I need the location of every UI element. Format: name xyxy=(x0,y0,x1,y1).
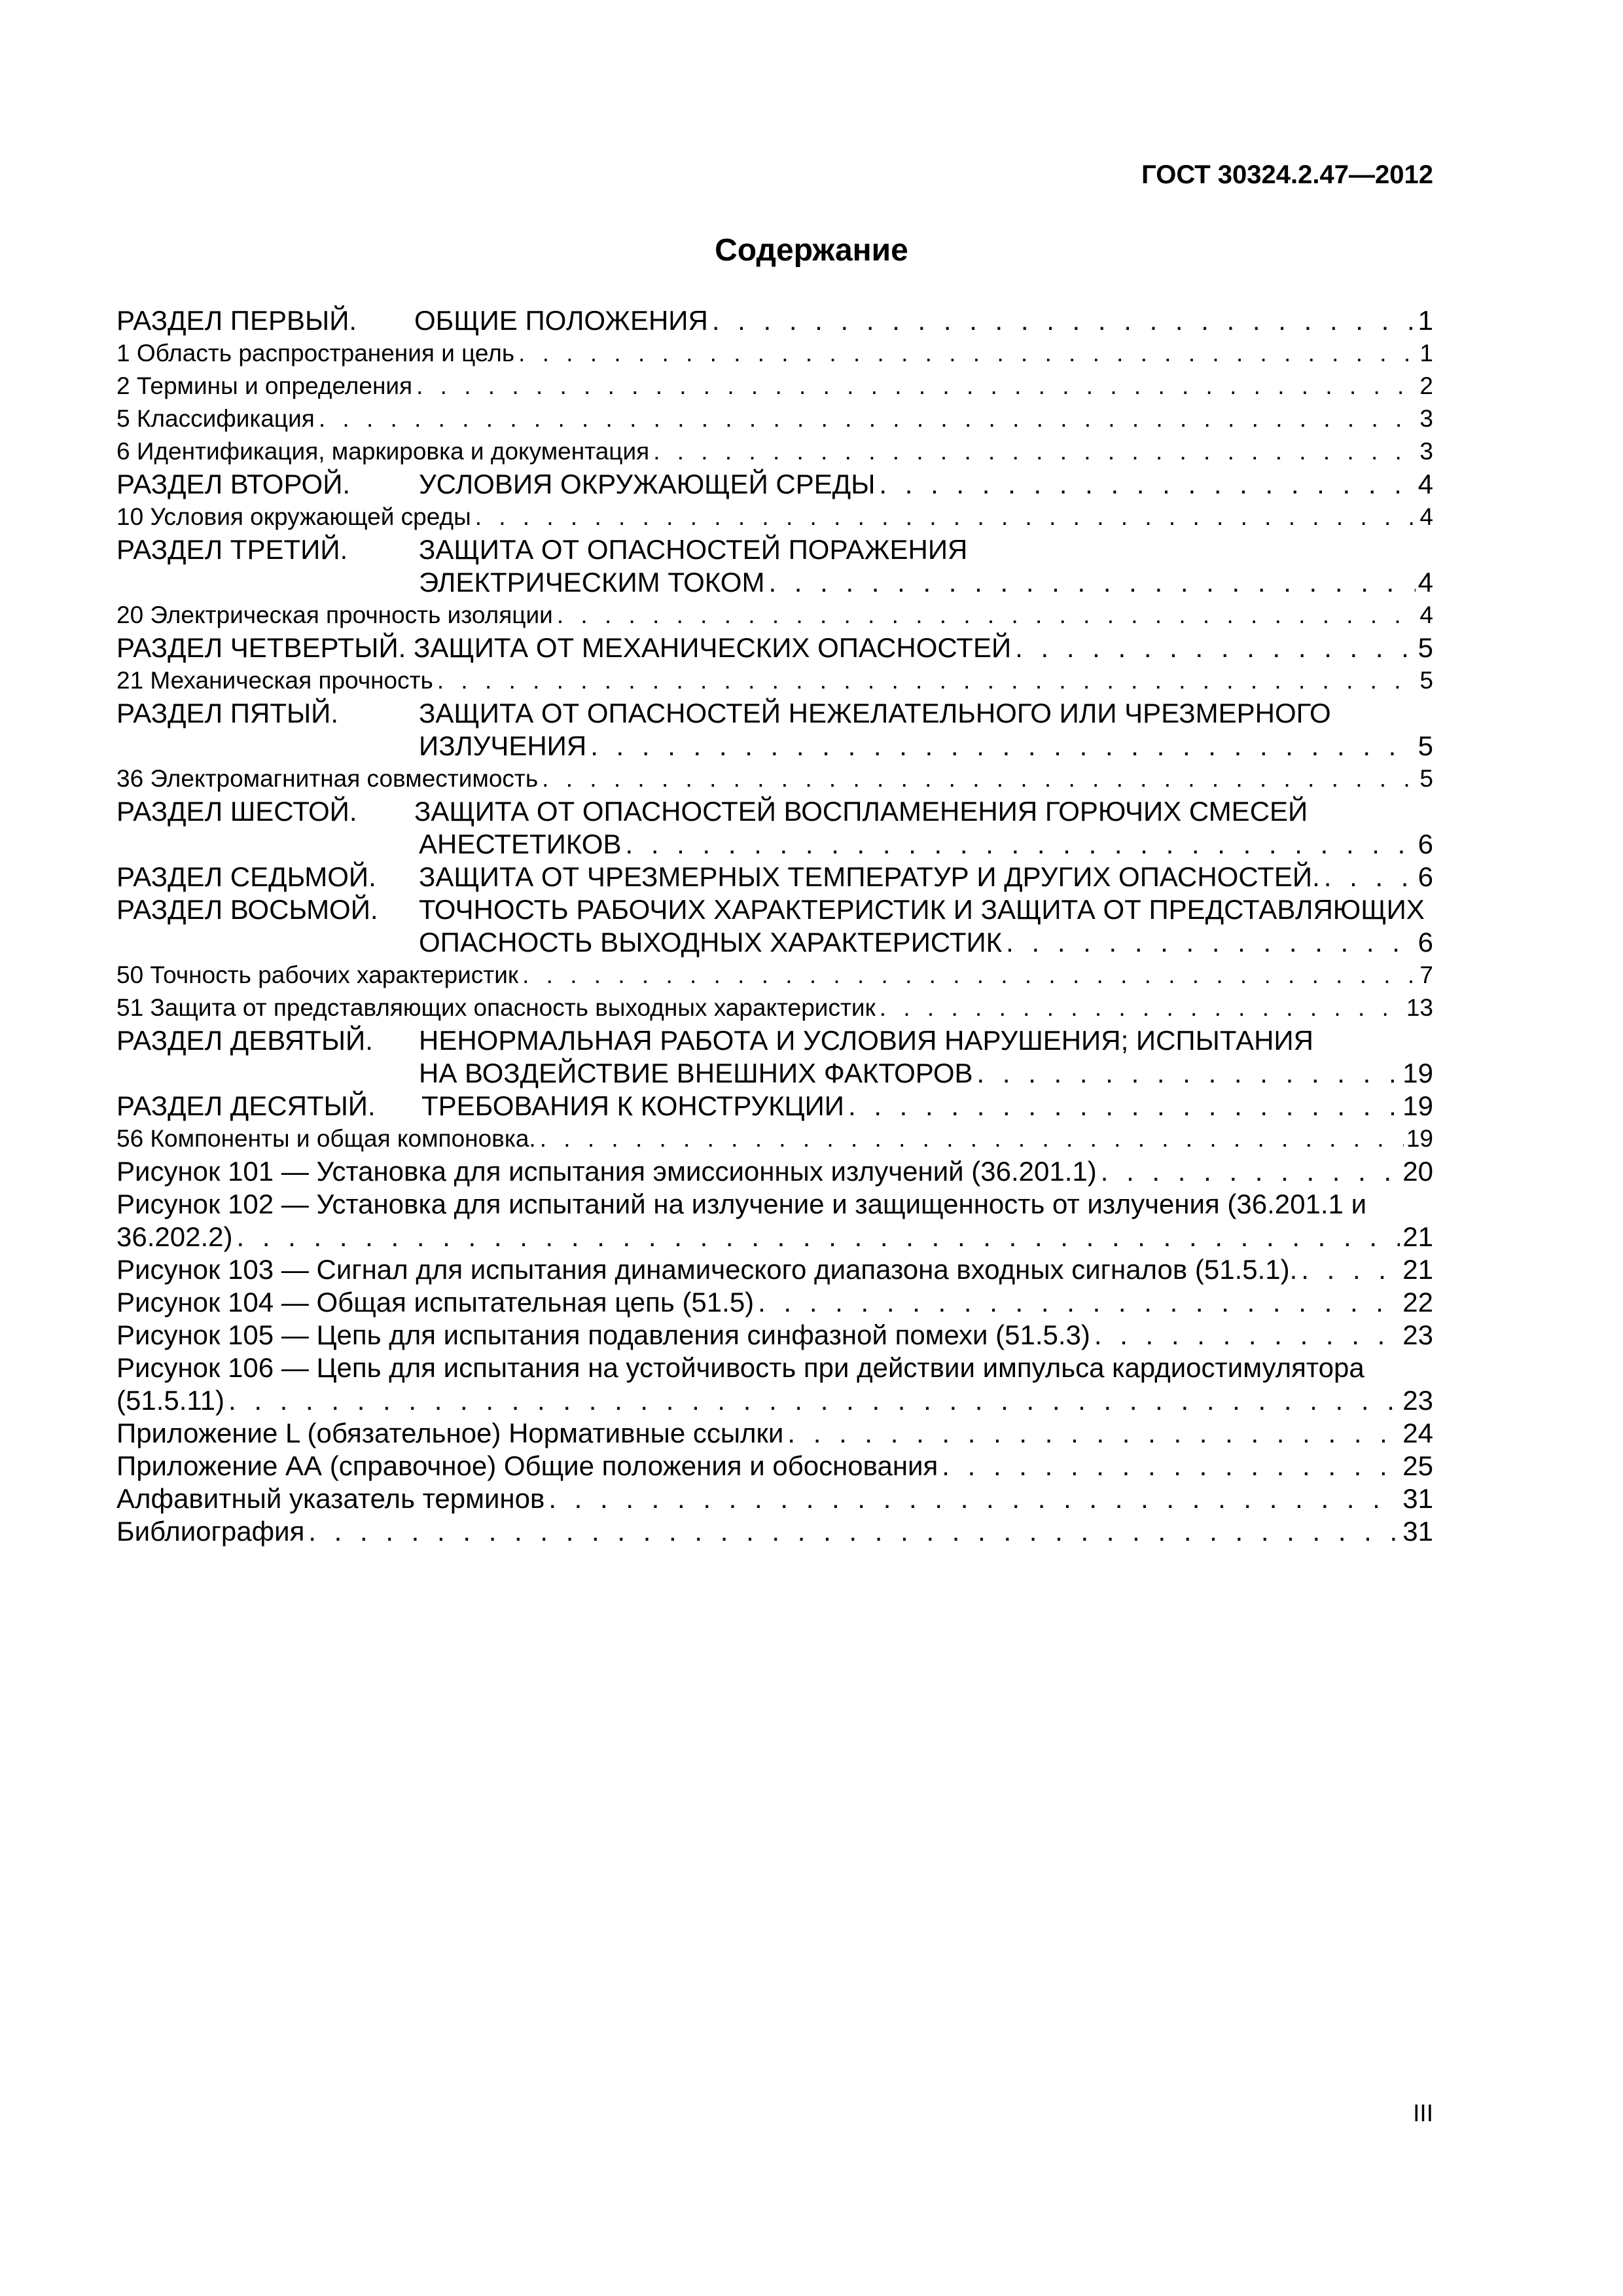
toc-entry[interactable] xyxy=(116,1253,1433,1286)
dot-leader xyxy=(236,1221,1400,1253)
toc-entry-text: 36.202.2) xyxy=(116,1221,233,1252)
dot-leader xyxy=(540,1122,1404,1155)
dot-leader xyxy=(1006,926,1416,959)
section-label: РАЗДЕЛ ДЕВЯТЫЙ. xyxy=(116,1025,373,1056)
toc-entry-text: Алфавитный указатель терминов xyxy=(116,1483,545,1514)
toc-page-number: 22 xyxy=(1402,1287,1433,1318)
toc-entry-text: РАЗДЕЛ ЧЕТВЕРТЫЙ. ЗАЩИТА ОТ МЕХАНИЧЕСКИХ ОПАСНОСТЕЙ xyxy=(116,632,1012,663)
toc-entry[interactable] xyxy=(116,1155,1433,1188)
dot-leader xyxy=(228,1384,1400,1417)
toc-page-number: 1 xyxy=(1418,305,1433,336)
toc-entry-text: 56 Компоненты и общая компоновка. xyxy=(116,1125,536,1152)
dot-leader xyxy=(475,501,1418,533)
dot-leader xyxy=(758,1286,1400,1319)
toc-page-number: 19 xyxy=(1406,1125,1433,1152)
toc-entry-continuation[interactable] xyxy=(116,926,1433,959)
toc-entry[interactable] xyxy=(116,501,1433,533)
toc-entry[interactable] xyxy=(116,1515,1433,1548)
dot-leader xyxy=(557,599,1418,632)
dot-leader xyxy=(942,1450,1400,1482)
toc-page-number: 24 xyxy=(1402,1418,1433,1448)
section-label: РАЗДЕЛ ПЕРВЫЙ. xyxy=(116,305,357,336)
toc-entry[interactable] xyxy=(116,697,1433,730)
toc-entry-text: 36 Электромагнитная совместимость xyxy=(116,765,539,792)
toc-entry[interactable] xyxy=(116,370,1433,403)
toc-page-number: 19 xyxy=(1402,1058,1433,1088)
toc-entry-text: УСЛОВИЯ ОКРУЖАЮЩЕЙ СРЕДЫ xyxy=(419,469,876,499)
toc-entry-text: НА ВОЗДЕЙСТВИЕ ВНЕШНИХ ФАКТОРОВ xyxy=(419,1058,973,1088)
toc-page-number: 1 xyxy=(1419,340,1433,367)
toc-entry-text: ТОЧНОСТЬ РАБОЧИХ ХАРАКТЕРИСТИК И ЗАЩИТА ОТ ПРЕДСТАВЛЯЮЩИХ xyxy=(419,894,1425,925)
toc-page-number: 4 xyxy=(1418,567,1433,598)
toc-entry-text: (51.5.11) xyxy=(116,1385,224,1416)
toc-entry-text: ИЗЛУЧЕНИЯ xyxy=(419,730,587,761)
dot-leader xyxy=(319,403,1418,435)
toc-entry-continuation[interactable] xyxy=(116,828,1433,861)
toc-entry-continuation[interactable] xyxy=(116,1221,1433,1253)
toc-page-number: 23 xyxy=(1402,1385,1433,1416)
toc-entry-text: 6 Идентификация, маркировка и документация xyxy=(116,438,650,465)
toc-entry[interactable] xyxy=(116,861,1433,893)
toc-page-number: 4 xyxy=(1419,503,1433,530)
toc-page-number: 4 xyxy=(1418,469,1433,499)
toc-entry[interactable] xyxy=(116,533,1433,566)
toc-entry-text: Приложение АА (справочное) Общие положения и обоснования xyxy=(116,1450,938,1481)
dot-leader xyxy=(416,370,1417,403)
toc-entry-text: ОПАСНОСТЬ ВЫХОДНЫХ ХАРАКТЕРИСТИК xyxy=(419,927,1003,958)
toc-entry-text: 2 Термины и определения xyxy=(116,372,413,399)
toc-entry-text: Рисунок 103 — Сигнал для испытания динамического диапазона входных сигналов (51.5.1). xyxy=(116,1254,1298,1285)
section-label: РАЗДЕЛ ШЕСТОЙ. xyxy=(116,796,357,827)
toc-entry-text: ЭЛЕКТРИЧЕСКИМ ТОКОМ xyxy=(419,567,765,598)
toc-page-number: 31 xyxy=(1402,1483,1433,1514)
toc-entry[interactable] xyxy=(116,762,1433,795)
toc-entry[interactable] xyxy=(116,1319,1433,1352)
dot-leader xyxy=(848,1090,1400,1122)
dot-leader xyxy=(880,992,1404,1024)
dot-leader xyxy=(625,828,1415,861)
toc-entry-text: 20 Электрическая прочность изоляции xyxy=(116,601,553,628)
section-label: РАЗДЕЛ СЕДЬМОЙ. xyxy=(116,861,376,892)
toc-entry[interactable] xyxy=(116,1482,1433,1515)
toc-entry[interactable] xyxy=(116,1352,1433,1384)
dot-leader xyxy=(768,566,1415,599)
toc-page-number: 5 xyxy=(1419,765,1433,792)
toc-entry-continuation[interactable] xyxy=(116,566,1433,599)
toc-page-number: 13 xyxy=(1406,994,1433,1021)
toc-entry-continuation[interactable] xyxy=(116,730,1433,762)
toc-entry-text: ЗАЩИТА ОТ ОПАСНОСТЕЙ ВОСПЛАМЕНЕНИЯ ГОРЮЧИХ СМЕСЕЙ xyxy=(414,796,1308,827)
toc-page-number: 7 xyxy=(1419,961,1433,988)
toc-entry[interactable] xyxy=(116,1286,1433,1319)
toc-entry[interactable] xyxy=(116,664,1433,697)
dot-leader xyxy=(437,664,1418,697)
dot-leader xyxy=(1015,632,1415,664)
toc-entry[interactable] xyxy=(116,337,1433,370)
table-of-contents xyxy=(116,304,1433,1548)
toc-page-number: 19 xyxy=(1402,1090,1433,1121)
toc-entry[interactable] xyxy=(116,304,1433,337)
toc-entry-text: АНЕСТЕТИКОВ xyxy=(419,829,622,859)
document-code: ГОСТ 30324.2.47—2012 xyxy=(1141,160,1433,189)
section-label: РАЗДЕЛ ТРЕТИЙ. xyxy=(116,534,348,565)
toc-entry[interactable] xyxy=(116,599,1433,632)
toc-entry-text: 10 Условия окружающей среды xyxy=(116,503,471,530)
toc-entry[interactable] xyxy=(116,795,1433,828)
dot-leader xyxy=(590,730,1415,762)
toc-page-number: 6 xyxy=(1418,927,1433,958)
toc-entry[interactable] xyxy=(116,632,1433,664)
toc-entry-text: 51 Защита от представляющих опасность выходных характеристик xyxy=(116,994,876,1021)
toc-page-number: 2 xyxy=(1419,372,1433,399)
toc-page-number: 25 xyxy=(1402,1450,1433,1481)
toc-entry[interactable] xyxy=(116,1090,1433,1122)
toc-entry-text: Рисунок 101 — Установка для испытания эмиссионных излучений (36.201.1) xyxy=(116,1156,1097,1187)
dot-leader xyxy=(1101,1155,1400,1188)
toc-entry-text: Библиография xyxy=(116,1516,305,1547)
dot-leader xyxy=(542,762,1417,795)
toc-entry-text: Рисунок 102 — Установка для испытаний на излучение и защищенность от излучения (36.201.1 и xyxy=(116,1189,1367,1219)
toc-entry[interactable] xyxy=(116,1417,1433,1450)
toc-entry-text: ЗАЩИТА ОТ ОПАСНОСТЕЙ НЕЖЕЛАТЕЛЬНОГО ИЛИ ЧРЕЗМЕРНОГО xyxy=(419,698,1331,728)
dot-leader xyxy=(548,1482,1400,1515)
toc-entry[interactable] xyxy=(116,1024,1433,1057)
toc-title: Содержание xyxy=(715,233,908,268)
toc-page-number: 6 xyxy=(1418,829,1433,859)
toc-entry-text: Рисунок 104 — Общая испытательная цепь (51.5) xyxy=(116,1287,755,1318)
toc-entry-text: 1 Область распространения и цель xyxy=(116,340,515,367)
toc-entry-text: Приложение L (обязательное) Нормативные ссылки xyxy=(116,1418,784,1448)
toc-page-number: 20 xyxy=(1402,1156,1433,1187)
dot-leader xyxy=(977,1057,1400,1090)
toc-entry-text: 50 Точность рабочих характеристик xyxy=(116,961,519,988)
toc-page-number: 5 xyxy=(1418,632,1433,663)
toc-entry[interactable] xyxy=(116,992,1433,1024)
toc-entry[interactable] xyxy=(116,959,1433,992)
toc-entry-text: ОБЩИЕ ПОЛОЖЕНИЯ xyxy=(414,305,708,336)
dot-leader xyxy=(879,468,1415,501)
toc-entry[interactable] xyxy=(116,1122,1433,1155)
toc-entry-text: НЕНОРМАЛЬНАЯ РАБОТА И УСЛОВИЯ НАРУШЕНИЯ; ИСПЫТАНИЯ xyxy=(419,1025,1313,1056)
toc-page-number: 31 xyxy=(1402,1516,1433,1547)
toc-entry-continuation[interactable] xyxy=(116,1384,1433,1417)
toc-page-number: 5 xyxy=(1419,667,1433,694)
toc-entry[interactable] xyxy=(116,1188,1433,1221)
section-label: РАЗДЕЛ ВОСЬМОЙ. xyxy=(116,894,378,925)
dot-leader xyxy=(1324,861,1416,893)
toc-entry-text: ЗАЩИТА ОТ ОПАСНОСТЕЙ ПОРАЖЕНИЯ xyxy=(419,534,968,565)
toc-page-number: 21 xyxy=(1402,1221,1433,1252)
dot-leader xyxy=(1301,1253,1400,1286)
toc-page-number: 5 xyxy=(1418,730,1433,761)
dot-leader xyxy=(522,959,1417,992)
section-label: РАЗДЕЛ ДЕСЯТЫЙ. xyxy=(116,1090,376,1121)
toc-entry[interactable] xyxy=(116,1450,1433,1482)
dot-leader xyxy=(712,304,1416,337)
toc-entry-text: Рисунок 106 — Цепь для испытания на устойчивость при действии импульса кардиостимулятора xyxy=(116,1352,1364,1383)
toc-entry[interactable] xyxy=(116,893,1433,926)
dot-leader xyxy=(1094,1319,1400,1352)
toc-page-number: 4 xyxy=(1419,601,1433,628)
toc-entry-text: ТРЕБОВАНИЯ К КОНСТРУКЦИИ xyxy=(421,1090,844,1121)
toc-entry[interactable] xyxy=(116,468,1433,501)
toc-entry-continuation[interactable] xyxy=(116,1057,1433,1090)
dot-leader xyxy=(518,337,1417,370)
toc-page-number: 23 xyxy=(1402,1319,1433,1350)
dot-leader xyxy=(787,1417,1400,1450)
toc-page-number: 3 xyxy=(1419,405,1433,432)
toc-entry-text: ЗАЩИТА ОТ ЧРЕЗМЕРНЫХ ТЕМПЕРАТУР И ДРУГИХ ОПАСНОСТЕЙ. xyxy=(419,861,1320,892)
section-label: РАЗДЕЛ ПЯТЫЙ. xyxy=(116,698,339,728)
section-label: РАЗДЕЛ ВТОРОЙ. xyxy=(116,469,351,499)
toc-entry[interactable] xyxy=(116,403,1433,435)
toc-page-number: 6 xyxy=(1418,861,1433,892)
dot-leader xyxy=(308,1515,1400,1548)
toc-entry-text: Рисунок 105 — Цепь для испытания подавления синфазной помехи (51.5.3) xyxy=(116,1319,1090,1350)
toc-page-number: 21 xyxy=(1402,1254,1433,1285)
toc-page-number: 3 xyxy=(1419,438,1433,465)
dot-leader xyxy=(653,435,1417,468)
toc-entry-text: 5 Классификация xyxy=(116,405,315,432)
toc-entry[interactable] xyxy=(116,435,1433,468)
toc-entry-text: 21 Механическая прочность xyxy=(116,667,433,694)
page-number: III xyxy=(1413,2100,1433,2126)
